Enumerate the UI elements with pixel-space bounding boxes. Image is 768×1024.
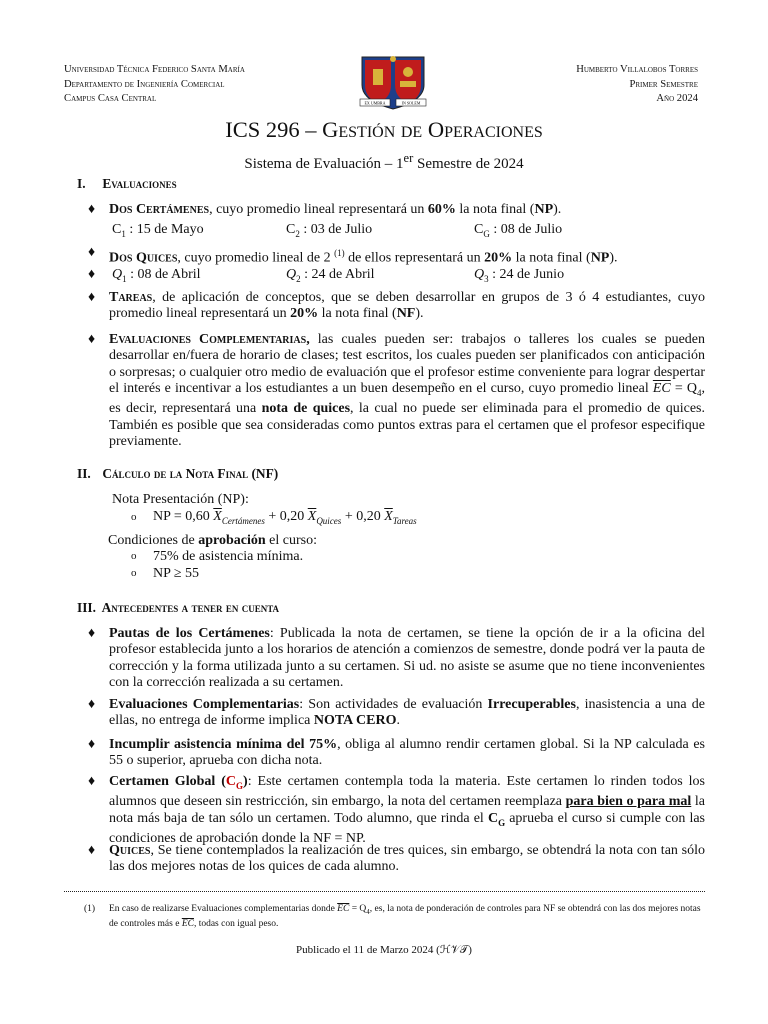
footnote-divider (64, 891, 705, 892)
campus-name: Campus Casa Central (64, 93, 157, 105)
circle-bullet-icon: o (131, 567, 137, 579)
crest-motto-left: EX UMBRA (364, 100, 386, 106)
bullet-icon: ♦ (88, 332, 96, 347)
circle-bullet-icon: o (131, 511, 137, 523)
publication-note: Publicado el 11 de Marzo 2024 (ℋ𝒱𝒯) (296, 944, 472, 956)
circle-bullet-icon: o (131, 550, 137, 562)
bullet-icon: ♦ (88, 697, 96, 712)
list-item-asistencia: Incumplir asistencia mínima del 75%, obliga al alumno rendir certamen global. Si la NP calculada es 55 o superior, aprueba con dicha nota. (109, 737, 705, 769)
footnote-number: (1) (84, 904, 96, 914)
section-heading-calculo: II. Cálculo de la Nota Final (NF) (77, 466, 279, 481)
list-item-certamen-global: Certamen Global $(C_G)$: Este certamen contempla toda la materia. Este certamen lo rinden todos los alumnos que deseen sin restricción, sin embargo, la nota del certamen reemplaza para bien o para mal la nota más baja de tan sólo un certamen. Todo alumno, que rinda el $C_G$ aprueba el curso si cumple con las condiciones de aprobación donde la NF = NP. (109, 774, 706, 846)
department-name: Departamento de Ingeniería Comercial (64, 78, 225, 90)
np-label: Nota Presentación (NP): (112, 492, 249, 507)
bullet-icon: ♦ (88, 843, 96, 858)
page-title: ICS 296 – Gestión de Operaciones (225, 117, 543, 142)
section-heading-evaluaciones: I. Evaluaciones (77, 176, 177, 191)
list-item-eval-complementarias: Evaluaciones Complementarias: Son actividades de evaluación Irrecuperables, inasistencia a una de ellas, no entrega de informe implica NOTA CERO. (109, 697, 706, 729)
bullet-icon: ♦ (88, 290, 96, 305)
author-name: Humberto Villalobos Torres (576, 64, 698, 75)
bullet-icon: ♦ (88, 245, 96, 260)
bullet-icon: ♦ (88, 774, 96, 789)
bullet-icon: ♦ (88, 737, 96, 752)
list-item-tareas: Tareas, de aplicación de conceptos, que se deben desarrollar en grupos de 3 ó 4 estudiantes, cuyo promedio lineal representará un 20% la nota final (NF). (109, 290, 705, 322)
bullet-icon: ♦ (88, 626, 96, 641)
list-item-certamenes: Dos Certámenes, cuyo promedio lineal representará un 60% la nota final (NP). (109, 202, 562, 217)
conditions-label: Condiciones de aprobación el curso: (108, 533, 317, 548)
section-heading-antecedentes: III. Antecedentes a tener en cuenta (77, 600, 280, 615)
footnote (84, 903, 708, 930)
condition-attendance: 75% de asistencia mínima. (153, 549, 304, 564)
page-subtitle: Sistema de Evaluación – 1er Semestre de 2024 (244, 151, 524, 172)
year-label: Año 2024 (656, 93, 698, 105)
semester-label: Primer Semestre (629, 78, 698, 90)
condition-np: NP ≥ 55 (153, 566, 200, 581)
date-q1: $Q_1$ : 08 de Abril (112, 267, 201, 284)
crest-motto-right: IN SOLEM (401, 100, 421, 106)
list-item-quices-detalle: Quices, Se tiene contemplados la realización de tres quices, sin embargo, se obtendrá la nota con tan sólo las dos mejores notas de los quices de cada alumno. (109, 843, 705, 875)
np-formula: NP = 0,60 $\overline{X}_{Certámenes} + 0,20$ $\overline{X}_{Quices} + 0,20$ $\overline{X}_{Tareas}$ (153, 509, 417, 526)
bullet-icon: ♦ (88, 267, 96, 282)
date-q3: $Q_3$ : 24 de Junio (474, 267, 565, 284)
list-item-pautas: Pautas de los Certámenes: Publicada la nota de certamen, se tiene la opción de ir a la oficina del profesor establecida junto a los horarios de atención a comienzos de semestre, donde podrá ver la pauta de corrección y la forma utilizada junto a su certamen. Si ud. no asiste se asume que no tiene inconvenientes con la corrección realizada a su certamen. (109, 626, 706, 691)
date-c2: $C_2$ : 03 de Julio (286, 222, 373, 239)
list-item-quices: Dos Quices, cuyo promedio lineal de 2 $^{(1)}$ de ellos representará un 20% la nota final (NP). (109, 248, 618, 266)
institution-block (64, 63, 245, 107)
university-crest-icon (356, 55, 430, 111)
list-item-complementarias: Evaluaciones Complementarias, las cuales pueden ser: trabajos o talleres los cuales se pueden desarrollar en/fuera de horario de clases; test escritos, los cuales pueden ser planificados con anticipación o sorpresas; o cualquier otro medio de evaluación que el profesor estime conveniente para lograr despertar el interés e incentivar a los estudiantes a un buen desempeño en el curso, cuyo promedio lineal $\overline{EC} = Q_4$, es decir, representará una nota de quices, la cual no puede ser eliminada para el promedio de quices. También es posible que sea consideradas como puntos extras para el certamen que el profesor especifique previamente. (109, 332, 705, 450)
university-name: Universidad Técnica Federico Santa María (64, 64, 245, 75)
date-cg: $C_G$ : 08 de Julio (474, 222, 563, 239)
date-q2: $Q_2$ : 24 de Abril (286, 267, 375, 284)
footnote-text: En caso de realizarse Evaluaciones complementarias donde $\overline{EC} = Q_4$, es, la nota de ponderación de controles para NF se obtendrá con las dos mejores notas de controles más e $\overline{EC}$, todas con igual peso. (109, 904, 701, 929)
date-c1: $C_1$ : 15 de Mayo (112, 222, 204, 239)
author-block (576, 63, 698, 107)
page-header (64, 63, 698, 111)
bullet-icon: ♦ (88, 202, 96, 217)
